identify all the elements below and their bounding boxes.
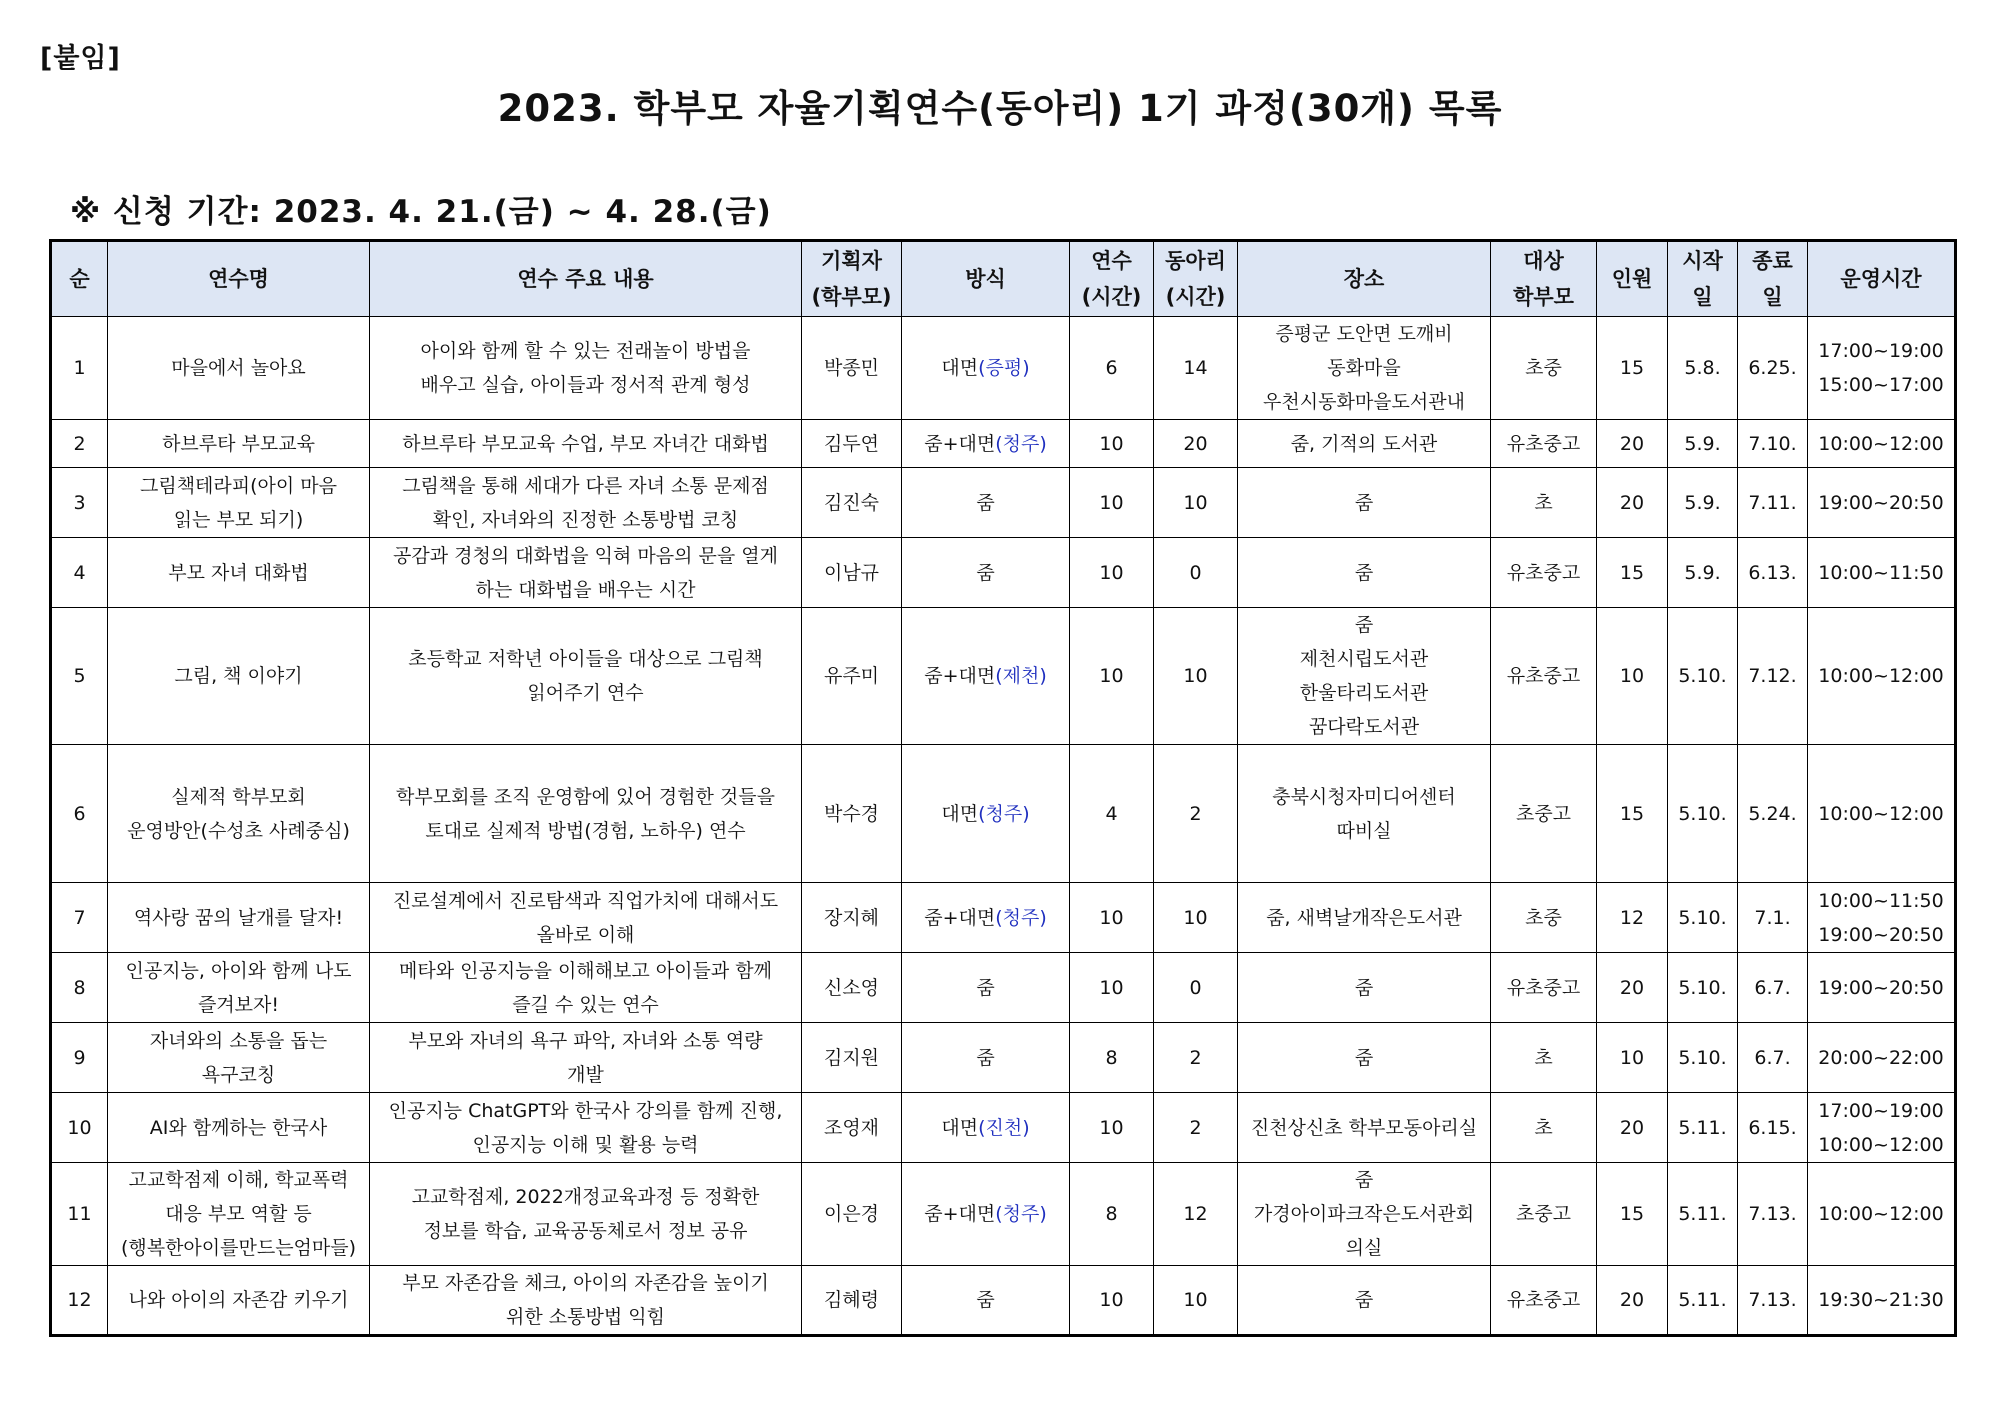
cell-start: 5.11. bbox=[1668, 1266, 1738, 1336]
cell-end: 7.13. bbox=[1738, 1163, 1808, 1266]
cell-place: 줌 bbox=[1238, 468, 1491, 538]
cell-place: 줌 bbox=[1238, 538, 1491, 608]
cell-no: 11 bbox=[51, 1163, 108, 1266]
cell-content: 인공지능 ChatGPT와 한국사 강의를 함께 진행, 인공지능 이해 및 활용 능력 bbox=[370, 1093, 802, 1163]
cell-training-hours: 10 bbox=[1070, 1266, 1154, 1336]
application-period: ※ 신청 기간: 2023. 4. 21.(금) ~ 4. 28.(금) bbox=[70, 194, 772, 230]
cell-method: 대면(증평) bbox=[902, 317, 1070, 420]
table-row bbox=[51, 538, 1956, 608]
cell-training-hours: 6 bbox=[1070, 317, 1154, 420]
cell-end: 7.10. bbox=[1738, 420, 1808, 468]
cell-club-hours: 0 bbox=[1154, 953, 1238, 1023]
cell-target: 유초중고 bbox=[1491, 608, 1597, 745]
cell-method: 줌 bbox=[902, 468, 1070, 538]
cell-people: 20 bbox=[1597, 468, 1668, 538]
cell-place: 줌 bbox=[1238, 1266, 1491, 1336]
cell-content: 부모 자존감을 체크, 아이의 자존감을 높이기 위한 소통방법 익힘 bbox=[370, 1266, 802, 1336]
cell-no: 5 bbox=[51, 608, 108, 745]
page-title: 2023. 학부모 자율기획연수(동아리) 1기 과정(30개) 목록 bbox=[497, 87, 1503, 130]
cell-target: 초중고 bbox=[1491, 1163, 1597, 1266]
cell-club-hours: 2 bbox=[1154, 745, 1238, 883]
cell-time: 10:00~12:00 bbox=[1808, 745, 1956, 883]
cell-content: 진로설계에서 진로탐색과 직업가치에 대해서도 올바로 이해 bbox=[370, 883, 802, 953]
header-start: 시작 일 bbox=[1668, 241, 1738, 317]
cell-no: 2 bbox=[51, 420, 108, 468]
cell-name: 고교학점제 이해, 학교폭력 대응 부모 역할 등 (행복한아이를만드는엄마들) bbox=[108, 1163, 370, 1266]
cell-no: 4 bbox=[51, 538, 108, 608]
cell-end: 6.7. bbox=[1738, 953, 1808, 1023]
cell-content: 부모와 자녀의 욕구 파악, 자녀와 소통 역량 개발 bbox=[370, 1023, 802, 1093]
cell-method: 줌 bbox=[902, 1266, 1070, 1336]
cell-no: 6 bbox=[51, 745, 108, 883]
cell-planner: 이은경 bbox=[802, 1163, 902, 1266]
cell-target: 유초중고 bbox=[1491, 538, 1597, 608]
cell-no: 3 bbox=[51, 468, 108, 538]
cell-name: 부모 자녀 대화법 bbox=[108, 538, 370, 608]
cell-people: 15 bbox=[1597, 745, 1668, 883]
cell-training-hours: 10 bbox=[1070, 883, 1154, 953]
cell-name: 실제적 학부모회 운영방안(수성초 사례중심) bbox=[108, 745, 370, 883]
cell-club-hours: 0 bbox=[1154, 538, 1238, 608]
table-row bbox=[51, 1093, 1956, 1163]
header-end: 종료 일 bbox=[1738, 241, 1808, 317]
header-name: 연수명 bbox=[108, 241, 370, 317]
cell-method: 대면(진천) bbox=[902, 1093, 1070, 1163]
cell-time: 10:00~11:50 bbox=[1808, 538, 1956, 608]
cell-method: 줌 bbox=[902, 1023, 1070, 1093]
cell-planner: 김지원 bbox=[802, 1023, 902, 1093]
cell-target: 초 bbox=[1491, 1023, 1597, 1093]
cell-start: 5.9. bbox=[1668, 420, 1738, 468]
table-row bbox=[51, 883, 1956, 953]
cell-start: 5.9. bbox=[1668, 538, 1738, 608]
cell-target: 초 bbox=[1491, 468, 1597, 538]
cell-club-hours: 14 bbox=[1154, 317, 1238, 420]
cell-name: 자녀와의 소통을 돕는 욕구코칭 bbox=[108, 1023, 370, 1093]
table-row bbox=[51, 317, 1956, 420]
cell-training-hours: 10 bbox=[1070, 468, 1154, 538]
cell-start: 5.11. bbox=[1668, 1093, 1738, 1163]
cell-people: 15 bbox=[1597, 317, 1668, 420]
cell-content: 하브루타 부모교육 수업, 부모 자녀간 대화법 bbox=[370, 420, 802, 468]
cell-start: 5.9. bbox=[1668, 468, 1738, 538]
cell-club-hours: 10 bbox=[1154, 883, 1238, 953]
cell-time: 10:00~12:00 bbox=[1808, 420, 1956, 468]
cell-place: 진천상신초 학부모동아리실 bbox=[1238, 1093, 1491, 1163]
cell-target: 초중 bbox=[1491, 883, 1597, 953]
cell-no: 10 bbox=[51, 1093, 108, 1163]
cell-content: 학부모회를 조직 운영함에 있어 경험한 것들을 토대로 실제적 방법(경험, 노하우) 연수 bbox=[370, 745, 802, 883]
course-table bbox=[49, 239, 1957, 1337]
cell-time: 19:30~21:30 bbox=[1808, 1266, 1956, 1336]
cell-people: 10 bbox=[1597, 608, 1668, 745]
cell-name: 역사랑 꿈의 날개를 달자! bbox=[108, 883, 370, 953]
cell-planner: 이남규 bbox=[802, 538, 902, 608]
cell-training-hours: 8 bbox=[1070, 1023, 1154, 1093]
cell-no: 9 bbox=[51, 1023, 108, 1093]
cell-time: 10:00~12:00 bbox=[1808, 608, 1956, 745]
cell-method: 줌+대면(제천) bbox=[902, 608, 1070, 745]
cell-content: 고교학점제, 2022개정교육과정 등 정확한 정보를 학습, 교육공동체로서 정보 공유 bbox=[370, 1163, 802, 1266]
cell-place: 증평군 도안면 도깨비 동화마을 우천시동화마을도서관내 bbox=[1238, 317, 1491, 420]
cell-time: 19:00~20:50 bbox=[1808, 953, 1956, 1023]
cell-club-hours: 10 bbox=[1154, 468, 1238, 538]
cell-place: 줌, 기적의 도서관 bbox=[1238, 420, 1491, 468]
cell-planner: 김혜령 bbox=[802, 1266, 902, 1336]
cell-club-hours: 2 bbox=[1154, 1023, 1238, 1093]
cell-target: 초 bbox=[1491, 1093, 1597, 1163]
cell-training-hours: 10 bbox=[1070, 953, 1154, 1023]
cell-end: 6.7. bbox=[1738, 1023, 1808, 1093]
cell-planner: 조영재 bbox=[802, 1093, 902, 1163]
table-row bbox=[51, 1266, 1956, 1336]
cell-planner: 유주미 bbox=[802, 608, 902, 745]
cell-content: 아이와 함께 할 수 있는 전래놀이 방법을 배우고 실습, 아이들과 정서적 관계 형성 bbox=[370, 317, 802, 420]
cell-time: 19:00~20:50 bbox=[1808, 468, 1956, 538]
cell-target: 초중 bbox=[1491, 317, 1597, 420]
cell-no: 12 bbox=[51, 1266, 108, 1336]
cell-name: 인공지능, 아이와 함께 나도 즐겨보자! bbox=[108, 953, 370, 1023]
cell-club-hours: 10 bbox=[1154, 1266, 1238, 1336]
cell-end: 7.1. bbox=[1738, 883, 1808, 953]
cell-people: 20 bbox=[1597, 1093, 1668, 1163]
table-row bbox=[51, 1163, 1956, 1266]
cell-no: 1 bbox=[51, 317, 108, 420]
cell-club-hours: 20 bbox=[1154, 420, 1238, 468]
cell-planner: 박수경 bbox=[802, 745, 902, 883]
cell-place: 줌, 새벽날개작은도서관 bbox=[1238, 883, 1491, 953]
cell-name: 마을에서 놀아요 bbox=[108, 317, 370, 420]
cell-target: 유초중고 bbox=[1491, 953, 1597, 1023]
cell-club-hours: 2 bbox=[1154, 1093, 1238, 1163]
table-row bbox=[51, 1023, 1956, 1093]
cell-people: 20 bbox=[1597, 420, 1668, 468]
cell-start: 5.8. bbox=[1668, 317, 1738, 420]
attachment-label: [붙임] bbox=[40, 43, 121, 74]
cell-training-hours: 10 bbox=[1070, 1093, 1154, 1163]
cell-start: 5.10. bbox=[1668, 608, 1738, 745]
cell-start: 5.11. bbox=[1668, 1163, 1738, 1266]
header-content: 연수 주요 내용 bbox=[370, 241, 802, 317]
cell-planner: 박종민 bbox=[802, 317, 902, 420]
cell-place: 충북시청자미디어센터 따비실 bbox=[1238, 745, 1491, 883]
cell-method: 줌 bbox=[902, 953, 1070, 1023]
cell-name: AI와 함께하는 한국사 bbox=[108, 1093, 370, 1163]
cell-planner: 장지혜 bbox=[802, 883, 902, 953]
cell-training-hours: 10 bbox=[1070, 538, 1154, 608]
cell-training-hours: 8 bbox=[1070, 1163, 1154, 1266]
cell-method: 줌 bbox=[902, 538, 1070, 608]
cell-people: 15 bbox=[1597, 538, 1668, 608]
cell-content: 메타와 인공지능을 이해해보고 아이들과 함께 즐길 수 있는 연수 bbox=[370, 953, 802, 1023]
cell-people: 20 bbox=[1597, 953, 1668, 1023]
cell-method: 줌+대면(청주) bbox=[902, 883, 1070, 953]
header-club-hours: 동아리 (시간) bbox=[1154, 241, 1238, 317]
header-target: 대상 학부모 bbox=[1491, 241, 1597, 317]
cell-time: 10:00~12:00 bbox=[1808, 1163, 1956, 1266]
cell-people: 20 bbox=[1597, 1266, 1668, 1336]
cell-time: 17:00~19:00 15:00~17:00 bbox=[1808, 317, 1956, 420]
cell-end: 7.13. bbox=[1738, 1266, 1808, 1336]
cell-method: 줌+대면(청주) bbox=[902, 1163, 1070, 1266]
cell-name: 하브루타 부모교육 bbox=[108, 420, 370, 468]
cell-club-hours: 12 bbox=[1154, 1163, 1238, 1266]
header-planner: 기획자 (학부모) bbox=[802, 241, 902, 317]
cell-people: 15 bbox=[1597, 1163, 1668, 1266]
cell-place: 줌 bbox=[1238, 1023, 1491, 1093]
cell-target: 유초중고 bbox=[1491, 1266, 1597, 1336]
table-row bbox=[51, 745, 1956, 883]
header-training-hours: 연수 (시간) bbox=[1070, 241, 1154, 317]
cell-people: 12 bbox=[1597, 883, 1668, 953]
cell-method: 줌+대면(청주) bbox=[902, 420, 1070, 468]
cell-time: 10:00~11:50 19:00~20:50 bbox=[1808, 883, 1956, 953]
cell-method: 대면(청주) bbox=[902, 745, 1070, 883]
header-place: 장소 bbox=[1238, 241, 1491, 317]
cell-name: 그림, 책 이야기 bbox=[108, 608, 370, 745]
cell-target: 유초중고 bbox=[1491, 420, 1597, 468]
cell-place: 줌 제천시립도서관 한울타리도서관 꿈다락도서관 bbox=[1238, 608, 1491, 745]
cell-planner: 김진숙 bbox=[802, 468, 902, 538]
cell-training-hours: 10 bbox=[1070, 420, 1154, 468]
cell-end: 5.24. bbox=[1738, 745, 1808, 883]
table-row bbox=[51, 953, 1956, 1023]
cell-no: 7 bbox=[51, 883, 108, 953]
cell-start: 5.10. bbox=[1668, 953, 1738, 1023]
cell-training-hours: 4 bbox=[1070, 745, 1154, 883]
cell-content: 그림책을 통해 세대가 다른 자녀 소통 문제점 확인, 자녀와의 진정한 소통방법 코칭 bbox=[370, 468, 802, 538]
table-header-row bbox=[51, 241, 1956, 317]
cell-training-hours: 10 bbox=[1070, 608, 1154, 745]
cell-end: 6.13. bbox=[1738, 538, 1808, 608]
cell-no: 8 bbox=[51, 953, 108, 1023]
cell-content: 초등학교 저학년 아이들을 대상으로 그림책 읽어주기 연수 bbox=[370, 608, 802, 745]
cell-start: 5.10. bbox=[1668, 883, 1738, 953]
cell-end: 6.15. bbox=[1738, 1093, 1808, 1163]
table-row bbox=[51, 420, 1956, 468]
cell-end: 7.12. bbox=[1738, 608, 1808, 745]
cell-start: 5.10. bbox=[1668, 1023, 1738, 1093]
cell-time: 17:00~19:00 10:00~12:00 bbox=[1808, 1093, 1956, 1163]
cell-planner: 김두연 bbox=[802, 420, 902, 468]
cell-name: 그림책테라피(아이 마음 읽는 부모 되기) bbox=[108, 468, 370, 538]
table-row bbox=[51, 468, 1956, 538]
cell-start: 5.10. bbox=[1668, 745, 1738, 883]
cell-people: 10 bbox=[1597, 1023, 1668, 1093]
header-time: 운영시간 bbox=[1808, 241, 1956, 317]
header-method: 방식 bbox=[902, 241, 1070, 317]
cell-end: 6.25. bbox=[1738, 317, 1808, 420]
table-row bbox=[51, 608, 1956, 745]
cell-place: 줌 bbox=[1238, 953, 1491, 1023]
cell-target: 초중고 bbox=[1491, 745, 1597, 883]
cell-time: 20:00~22:00 bbox=[1808, 1023, 1956, 1093]
cell-club-hours: 10 bbox=[1154, 608, 1238, 745]
cell-place: 줌 가경아이파크작은도서관회 의실 bbox=[1238, 1163, 1491, 1266]
cell-end: 7.11. bbox=[1738, 468, 1808, 538]
cell-planner: 신소영 bbox=[802, 953, 902, 1023]
cell-content: 공감과 경청의 대화법을 익혀 마음의 문을 열게 하는 대화법을 배우는 시간 bbox=[370, 538, 802, 608]
header-no: 순 bbox=[51, 241, 108, 317]
header-people: 인원 bbox=[1597, 241, 1668, 317]
cell-name: 나와 아이의 자존감 키우기 bbox=[108, 1266, 370, 1336]
